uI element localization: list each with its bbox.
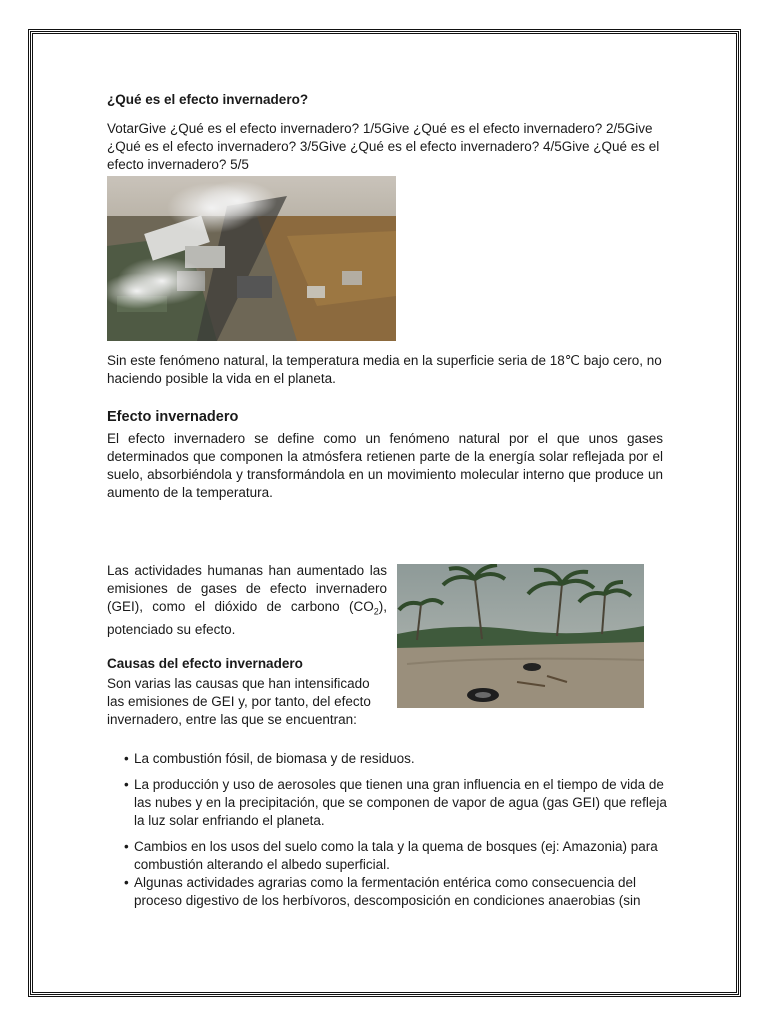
list-item: • Cambios en los usos del suelo como la tala y la quema de bosques (ej: Amazonia) para combustión alterando el albedo superficial. — [124, 838, 669, 874]
paragraph-human-activities-end: ), potenciado su efecto. — [107, 599, 387, 637]
paragraph-causes-intro: Son varias las causas que han intensificado las emisiones de GEI y, por tanto, del efecto invernadero, entre las que se encuentran: — [107, 676, 371, 727]
subsection-title: Causas del efecto invernadero — [107, 656, 303, 671]
co2-subscript: 2 — [373, 606, 379, 617]
page-heading: ¿Qué es el efecto invernadero? — [107, 92, 309, 107]
list-item: • Algunas actividades agrarias como la fermentación entérica como consecuencia del proceso digestivo de los herbívoros, descomposición en condiciones anaerobias (sin — [124, 874, 669, 910]
list-item: • La combustión fósil, de biomasa y de residuos. — [124, 750, 669, 768]
paragraph-definition: El efecto invernadero se define como un fenómeno natural por el que unos gases determinados que componen la atmósfera retienen parte de la energía solar reflejada por el suelo, absorbiéndola y transformándola en un movimiento molecular interno que produce un aumento de la temperatura. — [107, 431, 663, 500]
storm-photo — [397, 564, 644, 708]
intro-text: VotarGive ¿Qué es el efecto invernadero? 1/5Give ¿Qué es el efecto invernadero? 2/5Give ¿Qué es el efecto invernadero? 3/5Give ¿Qué es el efecto invernadero? 4/5Give ¿Qué es el efecto invernadero? 5/5 — [107, 121, 660, 172]
paragraph-human-activities — [107, 562, 387, 639]
paragraph-temperature: Sin este fenómeno natural, la temperatura media en la superficie seria de 18℃ bajo cero, no haciendo posible la vida en el planeta. — [107, 353, 662, 386]
section-title: Efecto invernadero — [107, 409, 239, 425]
factory-photo — [107, 176, 396, 341]
list-item: • La producción y uso de aerosoles que tienen una gran influencia en el tiempo de vida de las nubes y en la precipitación, que se componen de vapor de agua (gas GEI) que refleja la luz solar enfriando el planeta. — [124, 776, 669, 830]
paragraph-human-activities-start: Las actividades humanas han aumentado las emisiones de gases de efecto invernadero (GEI), como el dióxido de carbono (CO — [107, 563, 387, 614]
causes-list — [124, 750, 669, 910]
